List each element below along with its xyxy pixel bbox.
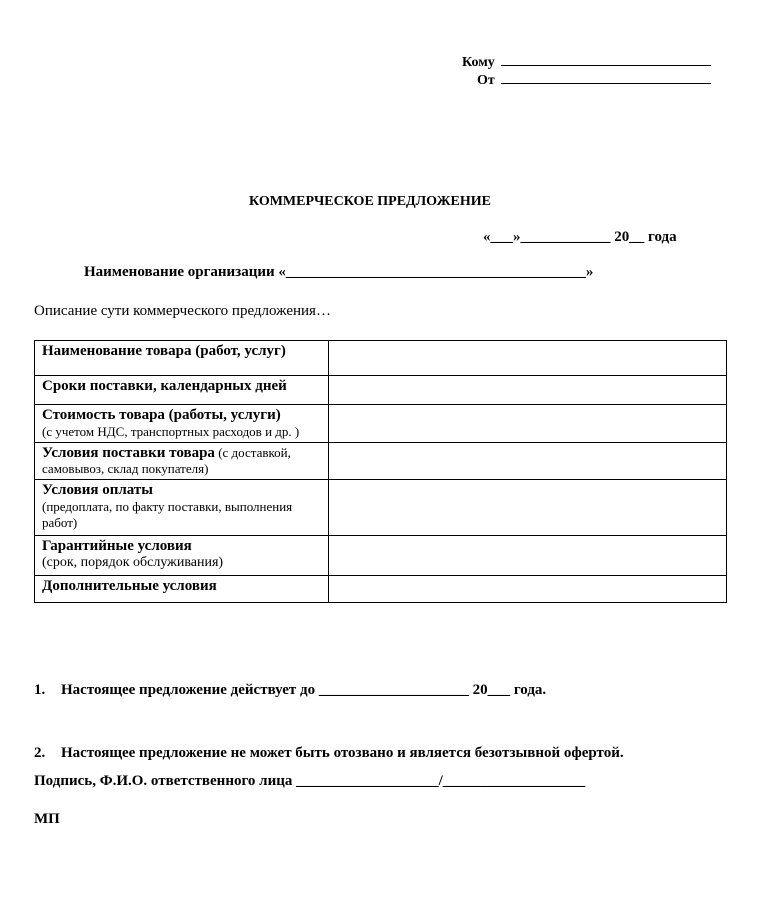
table-row [35,480,727,536]
row-value-cell[interactable] [329,536,727,576]
offer-description: Описание сути коммерческого предложения… [34,303,331,319]
table-row [35,576,727,603]
row-title: Гарантийные условия [42,538,192,554]
row-note: (предоплата, по факту поставки, выполнения работ) [42,499,293,530]
to-label: Кому [462,55,495,70]
term-number: 1. [34,682,46,698]
date-line: «___»____________ 20__ года [483,229,677,245]
row-label-cell [35,376,329,405]
stamp-label: МП [34,811,60,827]
organization-line: Наименование организации «________________________________________» [84,264,594,280]
row-value-cell[interactable] [329,443,727,480]
row-label-cell [35,480,329,536]
term-text: Настоящее предложение действует до ____________________ 20___ года. [61,682,547,698]
row-label-cell [35,536,329,576]
row-label-cell [35,576,329,603]
row-label-cell [35,443,329,480]
table-row [35,443,727,480]
row-value-cell[interactable] [329,576,727,603]
table-row [35,405,727,443]
row-title: Наименование товара (работ, услуг) [42,343,286,359]
term-text: Настоящее предложение не может быть отозвано и является безотзывной офертой. [61,745,624,761]
list-item [34,680,624,701]
row-value-cell[interactable] [329,376,727,405]
from-label: От [477,73,495,88]
row-title: Условия поставки товара [42,445,215,461]
table-row [35,376,727,405]
document-title: КОММЕРЧЕСКОЕ ПРЕДЛОЖЕНИЕ [249,194,491,209]
list-item [34,743,624,764]
term-number: 2. [34,745,46,761]
signature-line: Подпись, Ф.И.О. ответственного лица ___________________/___________________ [34,773,586,789]
row-note: (срок, порядок обслуживания) [42,555,224,570]
table-row [35,341,727,376]
from-field [470,54,711,89]
from-blank-line[interactable] [501,70,711,84]
row-label-cell [35,405,329,443]
row-title: Условия оплаты [42,482,153,498]
terms-list [34,638,624,785]
row-note: (с учетом НДС, транспортных расходов и др. ) [42,424,300,439]
row-value-cell[interactable] [329,341,727,376]
table-row [35,536,727,576]
row-title: Стоимость товара (работы, услуги) [42,407,281,423]
row-title: Сроки поставки, календарных дней [42,378,287,394]
offer-table [34,340,727,603]
row-value-cell[interactable] [329,480,727,536]
row-value-cell[interactable] [329,405,727,443]
row-note: (с доставкой, самовывоз, склад покупателя) [42,445,291,476]
row-label-cell [35,341,329,376]
row-title: Дополнительные условия [42,578,217,594]
